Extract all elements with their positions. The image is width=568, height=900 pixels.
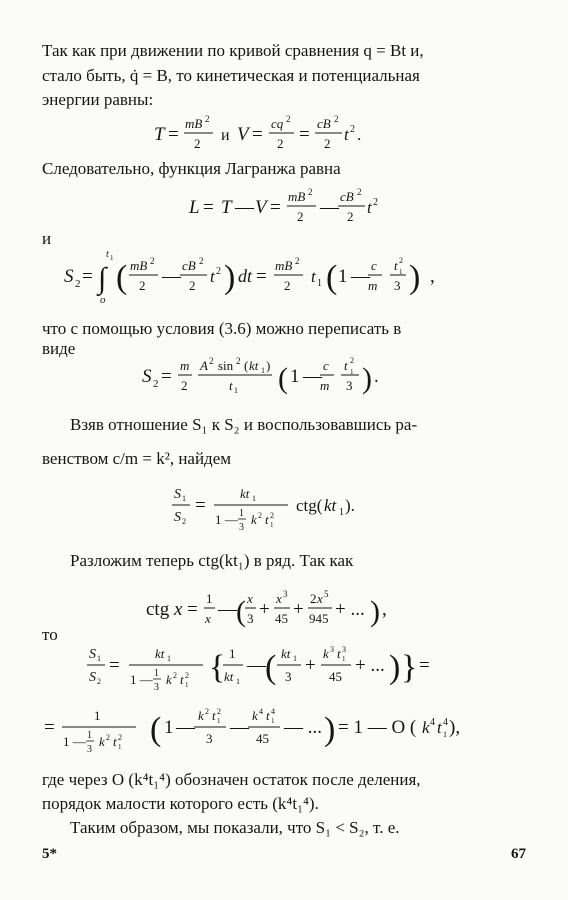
svg-text:L: L <box>189 197 200 218</box>
svg-text:2: 2 <box>399 256 403 265</box>
paragraph-line: где через O (k⁴t₁⁴) обозначен остаток после деления, <box>42 770 421 789</box>
svg-text:}: } <box>401 649 418 686</box>
paragraph-line: и <box>42 229 52 248</box>
svg-text:(: ( <box>116 259 128 296</box>
svg-text:=: = <box>252 124 263 145</box>
svg-text:—: — <box>176 717 195 738</box>
svg-text:2: 2 <box>182 517 186 526</box>
svg-text:1: 1 <box>252 494 256 503</box>
svg-text:+: + <box>259 599 270 620</box>
svg-text:=: = <box>419 655 430 676</box>
svg-text:—: — <box>303 366 322 387</box>
svg-text:1: 1 <box>167 654 171 663</box>
equation-energies <box>0 112 568 161</box>
svg-text:t: t <box>210 267 215 286</box>
paragraph-line: стало быть, q̇ = B, то кинетическая и потенциальная <box>42 66 420 85</box>
equation-action-s2 <box>0 246 568 313</box>
svg-text:3: 3 <box>394 278 401 293</box>
paragraph-line: энергии равны: <box>42 90 154 109</box>
equation-ratio-expanded <box>0 638 568 701</box>
svg-text:sin: sin <box>218 358 234 373</box>
svg-text:): ) <box>324 711 336 748</box>
equation-graphic <box>64 246 504 308</box>
svg-text:=: = <box>82 266 93 287</box>
svg-text:k: k <box>99 734 105 749</box>
svg-text:x: x <box>317 591 323 606</box>
svg-text:=: = <box>187 599 198 620</box>
svg-text:1: 1 <box>317 278 322 289</box>
svg-text:t: t <box>337 646 341 661</box>
svg-text:x: x <box>247 591 253 606</box>
svg-text:1: 1 <box>443 730 447 739</box>
svg-text:2: 2 <box>258 511 262 520</box>
svg-text:c: c <box>371 258 377 273</box>
svg-text:4: 4 <box>271 707 275 716</box>
paragraph-line: Разложим теперь ctg(kt₁) в ряд. Так как <box>70 551 354 570</box>
svg-text:45: 45 <box>329 669 342 684</box>
svg-text:T: T <box>154 124 165 145</box>
svg-text:).: ). <box>345 496 355 515</box>
svg-text:x: x <box>276 591 282 606</box>
svg-text:1: 1 <box>154 668 159 679</box>
svg-text:2: 2 <box>324 136 331 151</box>
svg-text:2: 2 <box>295 256 300 266</box>
svg-text:1: 1 <box>350 368 354 376</box>
svg-text:t: t <box>180 672 184 687</box>
svg-text:1: 1 <box>270 521 274 529</box>
svg-text:3: 3 <box>87 744 92 755</box>
svg-text:1: 1 <box>271 717 275 725</box>
svg-text:1 —: 1 — <box>215 512 238 527</box>
svg-text:2: 2 <box>189 278 196 293</box>
svg-text:—: — <box>162 266 181 287</box>
svg-text:2: 2 <box>106 733 110 742</box>
paragraph-line: что с помощью условия (3.6) можно переписать в <box>42 319 402 338</box>
svg-text:1: 1 <box>110 254 114 262</box>
svg-text:): ) <box>362 362 372 395</box>
signature-mark: 5* <box>42 846 57 862</box>
equation-graphic <box>154 112 414 156</box>
equation-lagrangian <box>0 185 568 234</box>
svg-text:=: = <box>161 366 172 387</box>
equation-ratio <box>0 478 568 539</box>
svg-text:2: 2 <box>209 356 214 366</box>
svg-text:(: ( <box>265 649 277 686</box>
svg-text:S: S <box>89 670 96 685</box>
svg-text:2: 2 <box>75 278 81 290</box>
svg-text:.: . <box>357 125 362 144</box>
equation-ratio-result <box>0 700 568 763</box>
paragraph-line: Таким образом, мы показали, что S₁ < S₂, т. е. <box>70 818 400 837</box>
svg-text:3: 3 <box>206 731 213 746</box>
svg-text:t: t <box>344 358 348 373</box>
svg-text:m: m <box>368 278 378 293</box>
equation-action-s2-rewritten <box>0 352 568 407</box>
svg-text:2: 2 <box>357 187 362 197</box>
svg-text:1 —: 1 — <box>130 672 153 687</box>
svg-text:=: = <box>109 655 120 676</box>
svg-text:3: 3 <box>330 645 334 654</box>
svg-text:=: = <box>195 495 206 516</box>
svg-text:{: { <box>209 649 226 686</box>
svg-text:2: 2 <box>350 124 355 135</box>
svg-text:2: 2 <box>286 114 291 124</box>
svg-text:4: 4 <box>443 717 448 728</box>
svg-text:2: 2 <box>347 209 354 224</box>
svg-text:t: t <box>394 258 398 273</box>
svg-text:2: 2 <box>205 707 209 716</box>
svg-text:t: t <box>266 708 270 723</box>
svg-text:2: 2 <box>236 356 241 366</box>
svg-text:t: t <box>212 708 216 723</box>
svg-text:4: 4 <box>259 707 263 716</box>
svg-text:kt: kt <box>281 646 291 661</box>
svg-text:t: t <box>229 378 233 393</box>
svg-text:—: — <box>218 599 237 620</box>
svg-text:и: и <box>221 127 230 144</box>
svg-text:o: o <box>100 294 106 306</box>
svg-text:t: t <box>311 267 316 286</box>
svg-text:k: k <box>422 718 430 737</box>
svg-text:V: V <box>255 197 267 218</box>
svg-text:k: k <box>252 708 258 723</box>
svg-text:1: 1 <box>185 681 189 689</box>
svg-text:—: — <box>230 717 249 738</box>
svg-text:mB: mB <box>185 116 203 131</box>
svg-text:—: — <box>351 266 370 287</box>
svg-text:t: t <box>265 512 269 527</box>
svg-text:2: 2 <box>334 114 339 124</box>
svg-text:2: 2 <box>350 356 354 365</box>
svg-text:=: = <box>256 266 267 287</box>
svg-text:1: 1 <box>293 654 297 663</box>
svg-text:,: , <box>430 266 435 287</box>
equation-graphic <box>89 638 479 696</box>
svg-text:1: 1 <box>182 494 186 503</box>
equation-graphic <box>169 185 399 229</box>
equation-ctg-series <box>0 585 568 640</box>
svg-text:m: m <box>320 378 330 393</box>
svg-text:S: S <box>64 266 74 287</box>
paragraph-line: венством c/m = k², найдем <box>42 449 232 468</box>
svg-text:2: 2 <box>97 677 101 686</box>
svg-text:kt: kt <box>324 496 337 515</box>
svg-text:3: 3 <box>247 611 254 626</box>
svg-text:(: ( <box>244 358 249 373</box>
svg-text:3: 3 <box>342 645 346 654</box>
svg-text:kt: kt <box>224 669 234 684</box>
svg-text:1: 1 <box>234 386 238 395</box>
svg-text:t: t <box>106 249 109 260</box>
svg-text:45: 45 <box>256 731 269 746</box>
svg-text:1 —: 1 — <box>63 734 86 749</box>
svg-text:A: A <box>200 358 208 373</box>
svg-text:): ) <box>224 259 236 296</box>
svg-text:kt: kt <box>155 646 165 661</box>
svg-text:3: 3 <box>283 589 288 599</box>
svg-text:—: — <box>320 197 339 218</box>
svg-text:5: 5 <box>324 589 329 599</box>
svg-text:cB: cB <box>182 258 196 273</box>
paragraph-line: Так как при движении по кривой сравнения q = Bt и, <box>42 41 424 60</box>
svg-text:45: 45 <box>275 611 288 626</box>
svg-text:= 1 — O (: = 1 — O ( <box>338 717 417 738</box>
svg-text:ctg: ctg <box>146 599 170 620</box>
svg-text:1: 1 <box>229 646 236 661</box>
svg-text:1: 1 <box>206 591 213 606</box>
svg-text:mB: mB <box>130 258 148 273</box>
svg-text:1: 1 <box>94 708 101 723</box>
svg-text:(: ( <box>150 711 162 748</box>
svg-text:1: 1 <box>338 266 348 287</box>
svg-text:): ) <box>389 649 401 686</box>
svg-text:): ) <box>370 595 380 628</box>
svg-text:∫: ∫ <box>98 262 107 295</box>
paragraph-line: виде <box>42 339 76 358</box>
svg-text:2: 2 <box>373 197 378 208</box>
svg-text:,: , <box>382 599 387 620</box>
svg-text:S: S <box>174 487 181 502</box>
svg-text:mB: mB <box>288 189 306 204</box>
svg-text:k: k <box>166 672 172 687</box>
svg-text:1: 1 <box>399 268 403 276</box>
svg-text:945: 945 <box>309 611 329 626</box>
svg-text:k: k <box>251 512 257 527</box>
svg-text:cq: cq <box>271 116 284 131</box>
svg-text:(: ( <box>326 259 338 296</box>
svg-text:3: 3 <box>285 669 292 684</box>
svg-text:=: = <box>299 124 310 145</box>
svg-text:): ) <box>266 358 271 373</box>
equation-graphic <box>44 700 524 758</box>
svg-text:2: 2 <box>194 136 201 151</box>
svg-text:1: 1 <box>87 730 92 741</box>
svg-text:1: 1 <box>342 655 346 663</box>
svg-text:t: t <box>437 718 442 737</box>
svg-text:1: 1 <box>236 677 240 686</box>
svg-text:kt: kt <box>240 486 250 501</box>
svg-text:T: T <box>221 197 232 218</box>
svg-text:.: . <box>374 366 379 387</box>
svg-text:2: 2 <box>139 278 146 293</box>
equation-graphic <box>134 585 434 635</box>
svg-text:k: k <box>198 708 204 723</box>
svg-text:1: 1 <box>290 366 300 387</box>
svg-text:+ ...: + ... <box>335 599 365 620</box>
paragraph-line: то <box>42 625 58 644</box>
svg-text:1: 1 <box>339 507 344 518</box>
svg-text:1: 1 <box>164 717 174 738</box>
svg-text:t: t <box>367 198 372 217</box>
svg-text:2: 2 <box>181 378 188 393</box>
svg-text:2: 2 <box>270 511 274 520</box>
svg-text:+: + <box>305 655 316 676</box>
svg-text:—: — <box>235 197 254 218</box>
paragraph-line: Следовательно, функция Лагранжа равна <box>42 159 341 178</box>
svg-text:mB: mB <box>275 258 293 273</box>
svg-text:4: 4 <box>430 717 435 728</box>
svg-text:t: t <box>113 734 117 749</box>
svg-text:2: 2 <box>150 256 155 266</box>
svg-text:3: 3 <box>346 378 353 393</box>
svg-text:=: = <box>168 124 179 145</box>
svg-text:1: 1 <box>239 508 244 519</box>
svg-text:=: = <box>203 197 214 218</box>
svg-text:t: t <box>344 125 349 144</box>
svg-text:—: — <box>247 655 266 676</box>
equation-graphic <box>154 478 414 534</box>
page-number: 67 <box>511 846 526 862</box>
paragraph-line: Взяв отношение S₁ к S₂ и воспользовавшись ра- <box>70 415 418 434</box>
svg-text:kt: kt <box>249 358 259 373</box>
svg-text:2: 2 <box>217 707 221 716</box>
svg-text:S: S <box>89 647 96 662</box>
svg-text:2: 2 <box>216 266 221 277</box>
svg-text:1: 1 <box>217 717 221 725</box>
svg-text:m: m <box>180 358 190 373</box>
svg-text:2: 2 <box>308 187 313 197</box>
svg-text:2: 2 <box>297 209 304 224</box>
svg-text:1: 1 <box>118 743 122 751</box>
svg-text:): ) <box>409 259 421 296</box>
paragraph-line: порядок малости которого есть (k⁴t₁⁴). <box>42 794 319 813</box>
svg-text:2: 2 <box>199 256 204 266</box>
svg-text:3: 3 <box>154 682 159 693</box>
svg-text:2: 2 <box>284 278 291 293</box>
svg-text:2: 2 <box>118 733 122 742</box>
svg-text:+ ...: + ... <box>355 655 385 676</box>
svg-text:1: 1 <box>97 654 101 663</box>
svg-text:dt: dt <box>238 266 253 286</box>
svg-text:— ...: — ... <box>284 717 322 738</box>
svg-text:V: V <box>237 124 249 145</box>
svg-text:x: x <box>174 599 183 620</box>
svg-text:cB: cB <box>317 116 331 131</box>
svg-text:+: + <box>293 599 304 620</box>
equation-graphic <box>134 352 434 402</box>
svg-text:2: 2 <box>277 136 284 151</box>
svg-text:k: k <box>323 646 329 661</box>
svg-text:=: = <box>44 717 55 738</box>
svg-text:2: 2 <box>173 671 177 680</box>
svg-text:2: 2 <box>310 591 317 606</box>
svg-text:S: S <box>174 510 181 525</box>
svg-text:=: = <box>270 197 281 218</box>
svg-text:ctg(: ctg( <box>296 496 323 515</box>
svg-text:S: S <box>142 366 152 387</box>
svg-text:2: 2 <box>153 378 159 390</box>
svg-text:c: c <box>323 358 329 373</box>
svg-text:3: 3 <box>239 522 244 533</box>
svg-text:(: ( <box>236 595 246 628</box>
svg-text:cB: cB <box>340 189 354 204</box>
svg-text:(: ( <box>278 362 288 395</box>
svg-text:x: x <box>205 611 211 626</box>
svg-text:2: 2 <box>205 114 210 124</box>
svg-text:2: 2 <box>185 671 189 680</box>
svg-text:1: 1 <box>261 366 265 375</box>
svg-text:),: ), <box>449 717 461 738</box>
